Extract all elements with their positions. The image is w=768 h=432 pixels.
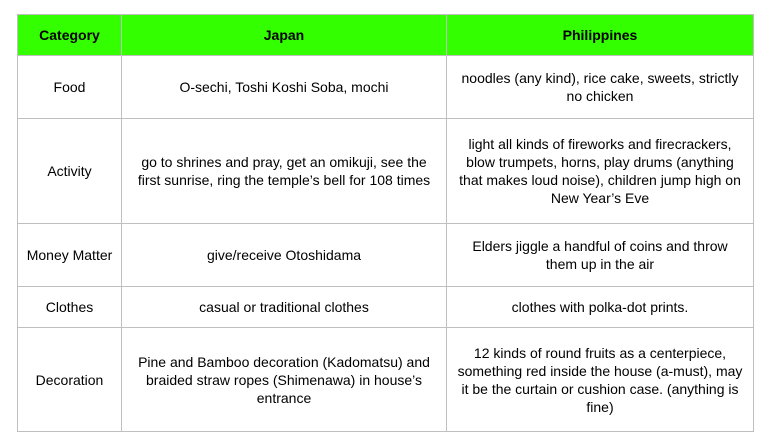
philippines-cell: noodles (any kind), rice cake, sweets, strictly no chicken [447,56,754,119]
japan-cell: Pine and Bamboo decoration (Kadomatsu) and braided straw ropes (Shimenawa) in house’s entrance [122,328,447,432]
philippines-cell: Elders jiggle a handful of coins and throw them up in the air [447,224,754,287]
japan-cell: give/receive Otoshidama [122,224,447,287]
category-cell: Activity [18,119,122,224]
category-cell: Money Matter [18,224,122,287]
comparison-table [17,14,754,432]
table-row [18,56,754,119]
table-row [18,224,754,287]
table-row [18,328,754,432]
philippines-cell: 12 kinds of round fruits as a centerpiece, something red inside the house (a-must), may it be the curtain or cushion case. (anything is fine) [447,328,754,432]
table-row [18,287,754,328]
philippines-cell: light all kinds of fireworks and firecrackers, blow trumpets, horns, play drums (anything that makes loud noise), children jump high on New Year’s Eve [447,119,754,224]
japan-cell: O-sechi, Toshi Koshi Soba, mochi [122,56,447,119]
header-philippines: Philippines [447,15,754,56]
category-cell: Food [18,56,122,119]
category-cell: Decoration [18,328,122,432]
table-row [18,119,754,224]
japan-cell: go to shrines and pray, get an omikuji, see the first sunrise, ring the temple’s bell for 108 times [122,119,447,224]
category-cell: Clothes [18,287,122,328]
header-category: Category [18,15,122,56]
philippines-cell: clothes with polka-dot prints. [447,287,754,328]
header-japan: Japan [122,15,447,56]
japan-cell: casual or traditional clothes [122,287,447,328]
header-row [18,15,754,56]
